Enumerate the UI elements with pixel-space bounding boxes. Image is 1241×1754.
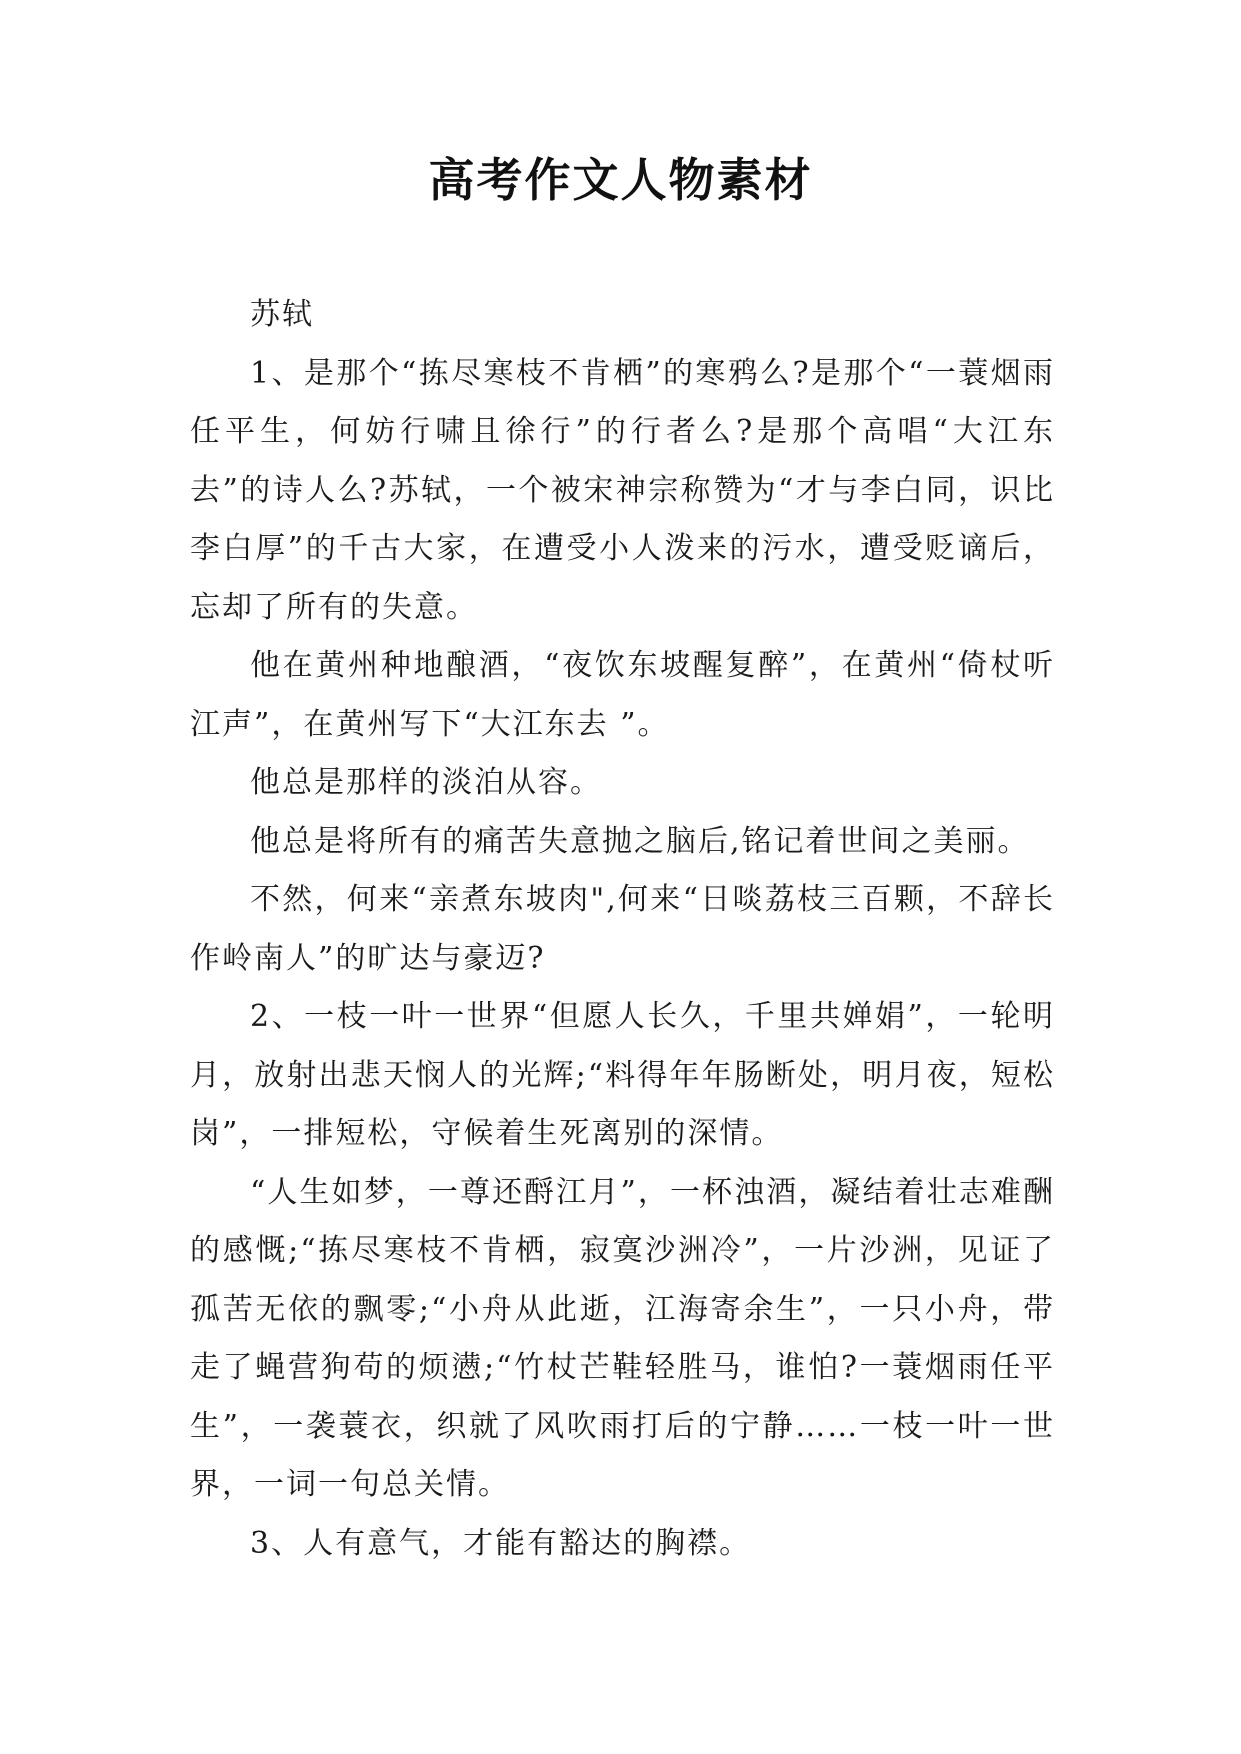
paragraph: 1、是那个“拣尽寒枝不肯栖”的寒鸦么?是那个“一蓑烟雨任平生，何妨行啸且徐行”的行者么?是那个高唱“大江东去”的诗人么?苏轼，一个被宋神宗称赞为“才与李白同，识比李白厚”的千古大家，在遭受小人泼来的污水，遭受贬谪后，忘却了所有的失意。 (190, 355, 1055, 625)
document-body (190, 286, 1055, 1573)
paragraph: 他在黄州种地酿酒，“夜饮东坡醒复醉”，在黄州“倚杖听江声”，在黄州写下“大江东去 ”。 (190, 648, 1055, 742)
paragraph: 他总是将所有的痛苦失意抛之脑后,铭记着世间之美丽。 (250, 823, 1030, 859)
paragraph: 不然，何来“亲煮东坡肉",何来“日啖荔枝三百颗，不辞长作岭南人”的旷达与豪迈? (190, 882, 1055, 976)
document-title: 高考作文人物素材 (428, 153, 813, 207)
paragraph-heading-su-shi: 苏轼 (250, 297, 314, 332)
paragraph: 他总是那样的淡泊从容。 (250, 765, 602, 800)
paragraph: 2、一枝一叶一世界“但愿人长久，千里共婵娟”，一轮明月，放射出悲天悯人的光辉;“料得年年肠断处，明月夜，短松岗”，一排短松，守候着生死离别的深情。 (190, 999, 1055, 1151)
paragraph: “人生如梦，一尊还酹江月”，一杯浊酒，凝结着壮志难酬的感慨;“拣尽寒枝不肯栖，寂寞沙洲冷”，一片沙洲，见证了孤苦无依的飘零;“小舟从此逝，江海寄余生”，一只小舟，带走了蝇营狗苟的烦懑;“竹杖芒鞋轻胜马，谁怕?一蓑烟雨任平生”，一袭蓑衣，织就了风吹雨打后的宁静……一枝一叶一世界，一词一句总关情。 (190, 1174, 1055, 1502)
paragraph: 3、人有意气，才能有豁达的胸襟。 (250, 1525, 752, 1561)
